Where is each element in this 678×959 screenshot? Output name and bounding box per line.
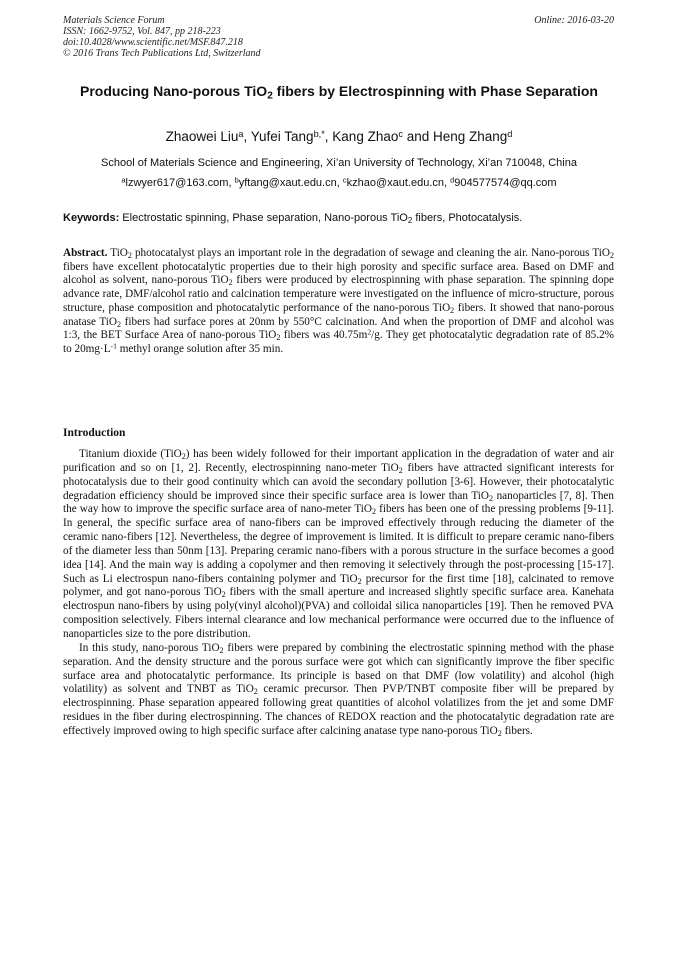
- keywords-label: Keywords:: [63, 212, 120, 224]
- author: Kang Zhao$^c$ and: [332, 128, 433, 144]
- author-list: [63, 128, 615, 146]
- abstract: Abstract. TiO$_2$ photocatalyst plays an important role in the degradation of sewage and cleaning the air. Nano-porous TiO$_2$ fibers have excellent photocatalytic properties due to their high porosity and specific surface area. Based on DMF and alcohol as solvent, nano-porous TiO$_2$ fibers were produced by electrospinning with phase separation. The spinning dope advance rate, DMF/alcohol ratio and calcination temperature were investigated on the influence of micro-structure, porous structure, phase composition and photocatalytic performance of the nano-porous TiO$_2$ fibers. It showed that nano-porous anatase TiO$_2$ fibers had surface pores at 20nm by 550°C calcination. And when the proportion of DMF and alcohol was 1:3, the BET Surface Area of nano-porous TiO$_2$ fibers was $40.75m^2/g$. They get photocatalytic degradation rate of 85.2% to $20mg\cdot L^{-1}$ methyl orange solution after 35 min.: [63, 247, 614, 355]
- email-link[interactable]: lzwyer617@163.com: [125, 177, 229, 189]
- email-link[interactable]: yftang@xaut.edu.cn: [238, 177, 337, 189]
- doi-line: doi:10.4028/www.scientific.net/MSF.847.218: [63, 37, 243, 48]
- author: Heng Zhang$^d$: [432, 128, 513, 144]
- keywords: Keywords: Electrostatic spinning, Phase separation, Nano-porous TiO$_2$ fibers, Photocatalysis.: [63, 212, 523, 225]
- paragraph: Titanium dioxide (TiO$_2$) has been widely followed for their important application in the degradation of water and air purification and so on [1, 2]. Recently, electrospinning nano-meter TiO$_2$ fibers have attracted significant interests for photocatalysis due to their good continuity which can avoid the secondary pollution [3-6]. However, their photocatalytic degradation efficiency should be improved since their specific surface area is lower than TiO$_2$ nanoparticles [7, 8]. Then the way how to improve the specific surface area of nano-meter TiO$_2$ fibers has been one of the pressing problems [9-11]. In general, the specific surface area of nano-fibers can be improved effectively through reducing the diameter of the ceramic nano-fibers [12]. Nevertheless, the degree of improvement is limited. It is difficult to prepare ceramic nano-fibers of the diameter less than 50nm [13]. Preparing ceramic nano-fibers with a porous structure in the surface becomes a good idea [14]. And the main way is adding a copolymer and then removing it selectively through the post-processing [15-17]. Such as Li electrospun nano-fibers containing polymer and TiO$_2$ precursor for the first time [18], calcinated to remove polymer, and got nano-porous TiO$_2$ fibers with the small aperture and increased slightly specific surface area. Kanehata electrospun nano-fibers by using poly(vinyl alcohol)(PVA) and colloidal silica nanoparticles [19]. Then he removed PVA composition selectively. Fibers internal clearance and low mechanical performance were occurred due to the influence of nanoparticles size to the pore distribution.: [63, 448, 615, 640]
- paper-title: Producing Nano-porous TiO$_2$ fibers by Electrospinning with Phase Separation: [80, 83, 598, 102]
- email-list: $^a$lzwyer617@163.com, $^b$yftang@xaut.edu.cn, $^c$kzhao@xaut.edu.cn, $^d$904577574@qq.com: [121, 175, 557, 189]
- paragraph: In this study, nano-porous TiO$_2$ fibers were prepared by combining the electrostatic spinning method with the phase separation. And the density structure and the porous surface were got which can significantly improve the fiber specific surface area and photocatalytic performance. Its principle is based on that DMF (low volatility) and alcohol (high volatility) as solvent and TNBT as TiO$_2$ ceramic precursor. Then PVP/TNBT composite fiber will be prepared by electrospinning. Phase separation appeared following great quantities of alcohol volatilizes from the jet and some DMF residues in the fiber during electrospinning. The chances of REDOX reaction and the photocatalytic degradation rate are effectively improved owing to high specific surface after calcining anatase type nano-porous TiO$_2$ fibers.: [63, 641, 614, 738]
- journal-header: [63, 15, 261, 59]
- abstract-label: Abstract.: [63, 247, 108, 259]
- author: Zhaowei Liu$^a$,: [165, 128, 251, 144]
- introduction-body: [63, 448, 614, 739]
- affiliation: School of Materials Science and Engineering, Xi’an University of Technology, Xi’an 710048, China: [101, 157, 577, 169]
- issn-line: ISSN: 1662-9752, Vol. 847, pp 218-223: [63, 26, 221, 37]
- online-date: Online: 2016-03-20: [534, 15, 614, 26]
- email-link[interactable]: 904577574@qq.com: [454, 177, 557, 189]
- section-heading-introduction: Introduction: [63, 427, 126, 439]
- journal-name: Materials Science Forum: [63, 15, 165, 26]
- email-link[interactable]: kzhao@xaut.edu.cn: [346, 177, 444, 189]
- author: Yufei Tang$^{b,*}$,: [250, 128, 333, 144]
- copyright-line: © 2016 Trans Tech Publications Ltd, Switzerland: [63, 48, 261, 59]
